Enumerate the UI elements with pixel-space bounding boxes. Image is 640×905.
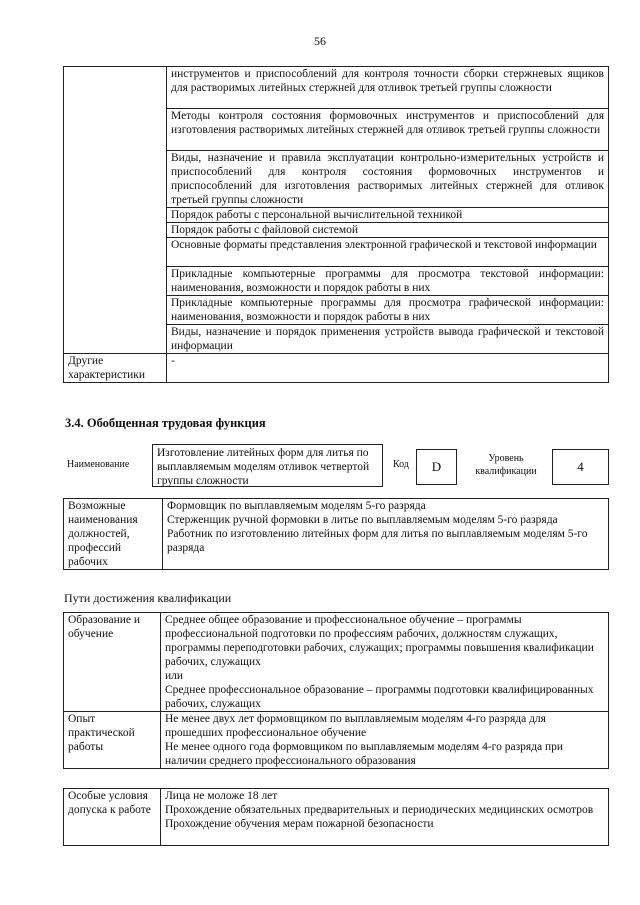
knowledge-row: Порядок работы с файловой системой <box>167 223 609 238</box>
education-cell <box>161 613 609 712</box>
paths-table <box>63 612 609 769</box>
education-label: Образование и обучение <box>64 613 161 712</box>
other-characteristics-label: Другие характеристики <box>64 354 167 383</box>
experience-cell <box>161 712 609 769</box>
paths-title: Пути достижения квалификации <box>64 591 232 605</box>
experience-label: Опыт практической работы <box>64 712 161 769</box>
level-value: 4 <box>552 449 609 485</box>
position-item: Работник по изготовлению литейных форм для литья по выплавляемым моделям 5-го разряда <box>167 528 588 554</box>
code-label: Код <box>393 459 409 470</box>
code-value: D <box>416 449 457 485</box>
education-text: или <box>165 670 184 682</box>
knowledge-table <box>63 66 609 383</box>
education-text: Среднее профессиональное образование – программы подготовки квалифицированных рабочих, служащих <box>165 684 594 710</box>
admission-label: Особые условия допуска к работе <box>64 789 161 846</box>
education-text: Среднее общее образование и профессиональное обучение – программы профессиональной подготовки по профессиям рабочих, должностям служащих, программы переподготовки рабочих, служащих; программы повышения квалификации рабочих, служащих <box>165 614 594 668</box>
positions-list <box>163 499 609 570</box>
page-number: 56 <box>314 34 326 48</box>
admission-item: Прохождение обязательных предварительных и периодических медицинских осмотров <box>165 804 594 816</box>
admission-item: Прохождение обучения мерам пожарной безопасности <box>165 818 434 830</box>
positions-table <box>63 498 609 570</box>
knowledge-row: Виды, назначение и правила эксплуатации контрольно-измерительных устройств и приспособлений для контроля состояния формовочных инструментов и приспособлений для изготовления растворимых литейных стержней для отливок третьей группы сложности <box>167 151 609 208</box>
knowledge-row: Виды, назначение и порядок применения устройств вывода графической и текстовой информации <box>167 325 609 354</box>
knowledge-row: Прикладные компьютерные программы для просмотра графической информации: наименования, возможности и порядок работы в них <box>167 296 609 325</box>
level-label: Уровень квалификации <box>475 453 537 477</box>
position-item: Формовщик по выплавляемым моделям 5-го разряда <box>167 500 426 512</box>
knowledge-row: инструментов и приспособлений для контроля точности сборки стержневых ящиков для растворимых литейных стержней для отливок третьей группы сложности <box>167 67 609 109</box>
admission-table <box>63 788 609 846</box>
admission-item: Лица не моложе 18 лет <box>165 790 278 802</box>
experience-item: Не менее одного года формовщиком по выплавляемым моделям 4-го разряда при наличии среднего профессионального образования <box>165 741 564 767</box>
section-title: 3.4. Обобщенная трудовая функция <box>65 416 266 430</box>
other-characteristics-value: - <box>167 354 609 383</box>
knowledge-row: Основные форматы представления электронной графической и текстовой информации <box>167 238 609 267</box>
knowledge-row: Методы контроля состояния формовочных инструментов и приспособлений для изготовления растворимых литейных стержней для отливок третьей группы сложности <box>167 109 609 151</box>
experience-item: Не менее двух лет формовщиком по выплавляемым моделям 4-го разряда для прошедших профессиональное обучение <box>165 713 546 739</box>
name-label: Наименование <box>67 459 130 470</box>
admission-cell <box>161 789 609 846</box>
knowledge-label-cell <box>64 67 167 354</box>
positions-label: Возможные наименования должностей, профессий рабочих <box>64 499 163 570</box>
knowledge-row: Порядок работы с персональной вычислительной техникой <box>167 208 609 223</box>
position-item: Стерженщик ручной формовки в литье по выплавляемым моделям 5-го разряда <box>167 514 558 526</box>
knowledge-row: Прикладные компьютерные программы для просмотра текстовой информации: наименования, возможности и порядок работы в них <box>167 267 609 296</box>
function-name-box: Изготовление литейных форм для литья по выплавляемым моделям отливок четвертой группы сложности <box>152 444 383 487</box>
